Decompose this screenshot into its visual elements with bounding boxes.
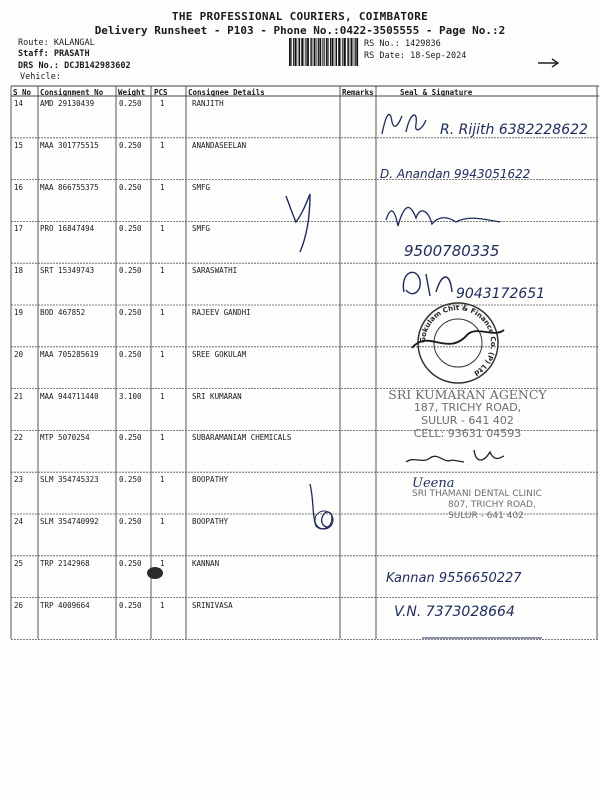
cell-consignment: TRP 4009664: [40, 601, 90, 610]
cell-sno: 25: [14, 559, 24, 568]
cell-sno: 21: [14, 392, 24, 401]
boopathy-signature: [302, 480, 342, 542]
gokulam-seal: [398, 298, 518, 388]
ink-blot: [145, 564, 167, 582]
cell-sno: 17: [14, 224, 24, 233]
barcode-bar: [304, 38, 305, 66]
cell-weight: 0.250: [119, 433, 142, 442]
barcode-bar: [356, 38, 358, 66]
cell-consignment: SRT 15349743: [40, 266, 95, 275]
cell-consignee: ANANDASEELAN: [192, 141, 247, 150]
staff-line: [18, 49, 90, 59]
cell-pcs: 1: [160, 559, 165, 568]
cell-consignee: SRINIVASA: [192, 601, 233, 610]
cell-consignment: MTP 5070254: [40, 433, 90, 442]
col-weight: Weight: [118, 88, 146, 97]
barcode-bar: [293, 38, 294, 66]
route-line: [18, 38, 95, 48]
cell-consignee: SUBARAMANIAM CHEMICALS: [192, 433, 292, 442]
cell-pcs: 1: [160, 224, 165, 233]
col-pcs: PCS: [154, 88, 168, 97]
signature-row-14: [378, 104, 588, 144]
cell-weight: 0.250: [119, 475, 142, 484]
cell-sno: 19: [14, 308, 24, 317]
cell-sno: 14: [14, 99, 24, 108]
cell-weight: 0.250: [119, 99, 142, 108]
cell-consignment: AMD 29130439: [40, 99, 95, 108]
cell-weight: 0.250: [119, 266, 142, 275]
kumaran-stamp: [380, 388, 555, 440]
col-consignment: Consignment No: [40, 88, 104, 97]
barcode-bar: [299, 38, 300, 66]
rs-no-value: 1429836: [404, 39, 441, 49]
vehicle-label: Vehicle:: [20, 72, 61, 82]
handwritten-phone-25: Kannan 9556650227: [386, 571, 522, 586]
barcode-bar: [328, 38, 329, 66]
cell-pcs: 1: [160, 517, 165, 526]
cell-sno: 15: [14, 141, 24, 150]
dental-signature: Ueena: [412, 476, 455, 491]
barcode-bar: [335, 38, 336, 66]
cell-weight: 3.100: [119, 392, 142, 401]
cell-sno: 26: [14, 601, 24, 610]
cell-pcs: 1: [160, 99, 165, 108]
barcode-bar: [319, 38, 321, 66]
barcode-bar: [351, 38, 353, 66]
signature-row-16: [380, 196, 560, 266]
signature-row-22: [404, 444, 524, 470]
cell-weight: 0.250: [119, 183, 142, 192]
cell-weight: 0.250: [119, 141, 142, 150]
cell-consignee: SMFG: [192, 224, 211, 233]
cell-weight: 0.250: [119, 559, 142, 568]
cell-consignee: RANJITH: [192, 99, 224, 108]
cell-pcs: 1: [160, 601, 165, 610]
barcode: [289, 38, 359, 66]
dental-stamp-addr2: SULUR - 641 402: [448, 511, 524, 521]
cell-consignment: MAA 866755375: [40, 183, 99, 192]
arrow-mark: [536, 55, 562, 69]
barcode-bar: [342, 38, 343, 66]
rs-date-value: 18-Sep-2024: [410, 51, 467, 61]
cell-sno: 18: [14, 266, 24, 275]
kumaran-stamp-addr1: 187, TRICHY ROAD,: [413, 401, 522, 414]
drs-line: [18, 61, 131, 71]
barcode-bar: [344, 38, 346, 66]
cell-pcs: 1: [160, 350, 165, 359]
barcode-bar: [289, 38, 291, 66]
barcode-bar: [347, 38, 348, 66]
barcode-bar: [305, 38, 306, 66]
kumaran-stamp-cell: CELL: 93631 04593: [413, 427, 522, 440]
barcode-bar: [355, 38, 356, 66]
cell-consignee: KANNAN: [192, 559, 220, 568]
cell-consignee: BOOPATHY: [192, 475, 229, 484]
dental-stamp-name: SRI THAMANI DENTAL CLINIC: [412, 489, 542, 499]
barcode-bar: [332, 38, 334, 66]
col-consignee: Consignee Details: [188, 88, 265, 97]
cell-pcs: 1: [160, 141, 165, 150]
barcode-bar: [291, 38, 292, 66]
kumaran-stamp-name: SRI KUMARAN AGENCY: [388, 387, 547, 402]
barcode-bar: [301, 38, 303, 66]
signature-row-25: [384, 560, 584, 590]
signature-row-26: [392, 598, 592, 644]
col-sno: S No: [13, 88, 32, 97]
col-remarks: Remarks: [342, 88, 374, 97]
cell-consignee: SARASWATHI: [192, 266, 238, 275]
cell-consignee: BOOPATHY: [192, 517, 229, 526]
cell-sno: 16: [14, 183, 24, 192]
cell-sno: 22: [14, 433, 24, 442]
barcode-bar: [338, 38, 340, 66]
cell-weight: 0.250: [119, 308, 142, 317]
handwritten-phone-26: V.N. 7373028664: [394, 604, 515, 620]
cell-weight: 0.250: [119, 350, 142, 359]
rs-date-line: [364, 51, 466, 61]
barcode-bar: [311, 38, 312, 66]
kumaran-stamp-addr2: SULUR - 641 402: [421, 414, 514, 427]
barcode-bar: [330, 38, 331, 66]
barcode-bar: [324, 38, 325, 66]
col-seal-signature: Seal & Signature: [400, 88, 473, 97]
handwritten-phone-14: R. Rijith 6382228622: [440, 122, 588, 138]
cell-pcs: 1: [160, 433, 165, 442]
cell-consignee: SMFG: [192, 183, 211, 192]
route-label: Route:: [18, 38, 49, 48]
handwritten-phone-18: 9043172651: [456, 286, 546, 302]
cell-pcs: 1: [160, 308, 165, 317]
barcode-bar: [348, 38, 349, 66]
cell-consignment: MAA 301775515: [40, 141, 99, 150]
cell-weight: 0.250: [119, 601, 142, 610]
staff-value: PRASATH: [53, 49, 90, 59]
cell-consignee: SRI KUMARAN: [192, 392, 242, 401]
barcode-bar: [316, 38, 317, 66]
barcode-bar: [326, 38, 328, 66]
barcode-bar: [353, 38, 354, 66]
barcode-bar: [341, 38, 342, 66]
handwritten-phone-15: D. Anandan 9943051622: [380, 167, 531, 181]
rs-no-line: [364, 39, 441, 49]
gokulam-seal-text: Gokulam Chit & Finance Co. (P) Ltd: [418, 303, 498, 378]
barcode-bar: [314, 38, 316, 66]
barcode-bar: [310, 38, 311, 66]
cell-consignment: MAA 944711440: [40, 392, 99, 401]
drs-label: DRS No.:: [18, 61, 59, 71]
cell-sno: 23: [14, 475, 24, 484]
barcode-bar: [336, 38, 337, 66]
document-subtitle: Delivery Runsheet - P103 - Phone No.:0422-3505555 - Page No.:2: [94, 24, 506, 37]
cell-consignment: MAA 705285619: [40, 350, 99, 359]
cell-pcs: 1: [160, 266, 165, 275]
barcode-bar: [318, 38, 319, 66]
barcode-bar: [295, 38, 297, 66]
cell-consignee: RAJEEV GANDHI: [192, 308, 251, 317]
tick-mark: [280, 188, 320, 258]
cell-consignment: BOD 467852: [40, 308, 86, 317]
cell-consignment: TRP 2142968: [40, 559, 90, 568]
handwritten-phone-16: 9500780335: [404, 242, 500, 260]
dental-stamp: [412, 478, 592, 522]
cell-consignment: PRO 16847494: [40, 224, 95, 233]
drs-value: DCJB142983602: [64, 61, 131, 71]
route-value: KALANGAL: [53, 38, 95, 48]
cell-consignee: SREE GOKULAM: [192, 350, 247, 359]
document-title: THE PROFESSIONAL COURIERS, COIMBATORE: [171, 10, 429, 23]
dental-stamp-addr1: 807, TRICHY ROAD,: [448, 500, 536, 510]
staff-label: Staff:: [18, 49, 49, 59]
cell-consignment: SLM 354740992: [40, 517, 99, 526]
barcode-bar: [298, 38, 299, 66]
cell-pcs: 1: [160, 183, 165, 192]
barcode-bar: [307, 38, 309, 66]
cell-pcs: 1: [160, 475, 165, 484]
cell-consignment: SLM 354745323: [40, 475, 99, 484]
cell-sno: 24: [14, 517, 24, 526]
cell-weight: 0.250: [119, 517, 142, 526]
barcode-bar: [322, 38, 323, 66]
signature-row-15: [376, 150, 556, 186]
cell-weight: 0.250: [119, 224, 142, 233]
rs-date-label: RS Date:: [364, 51, 405, 61]
cell-pcs: 1: [160, 392, 165, 401]
rs-no-label: RS No.:: [364, 39, 400, 49]
cell-sno: 20: [14, 350, 24, 359]
